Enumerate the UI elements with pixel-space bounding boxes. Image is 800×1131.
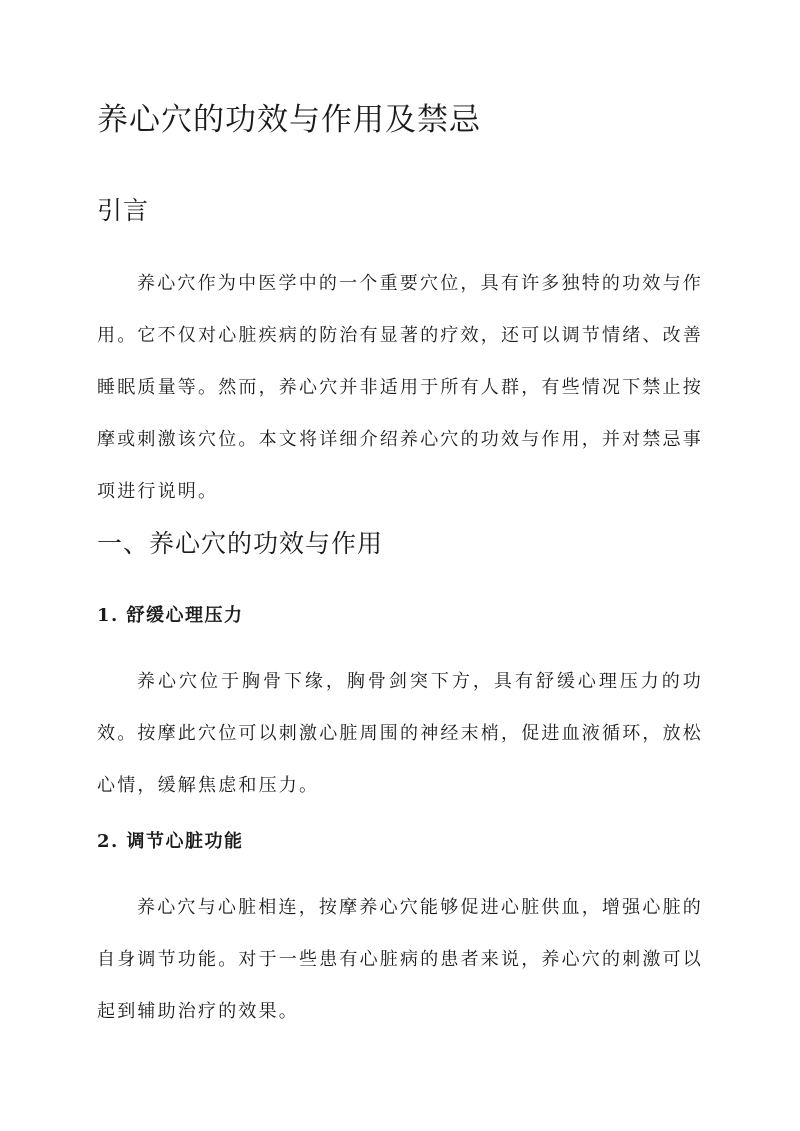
subsection-1-paragraph: 养心穴位于胸骨下缘，胸骨剑突下方，具有舒缓心理压力的功效。按摩此穴位可以刺激心脏周围的神经末梢，促进血液循环，放松心情，缓解焦虑和压力。: [97, 671, 703, 796]
section-1-heading: 一、养心穴的功效与作用: [97, 529, 384, 558]
intro-paragraph: 养心穴作为中医学中的一个重要穴位，具有许多独特的功效与作用。它不仅对心脏疾病的防治有显著的疗效，还可以调节情绪、改善睡眠质量等。然而，养心穴并非适用于所有人群，有些情况下禁止按摩或刺激该穴位。本文将详细介绍养心穴的功效与作用，并对禁忌事项进行说明。: [97, 273, 703, 502]
page-title: 养心穴的功效与作用及禁忌: [97, 102, 481, 138]
subsection-2-heading: 2. 调节心脏功能: [97, 831, 244, 852]
subsection-2-paragraph: 养心穴与心脏相连，按摩养心穴能够促进心脏供血，增强心脏的自身调节功能。对于一些患有心脏病的患者来说，养心穴的刺激可以起到辅助治疗的效果。: [97, 897, 703, 1022]
subsection-1-heading: 1. 舒缓心理压力: [97, 605, 244, 626]
intro-heading: 引言: [97, 196, 150, 225]
